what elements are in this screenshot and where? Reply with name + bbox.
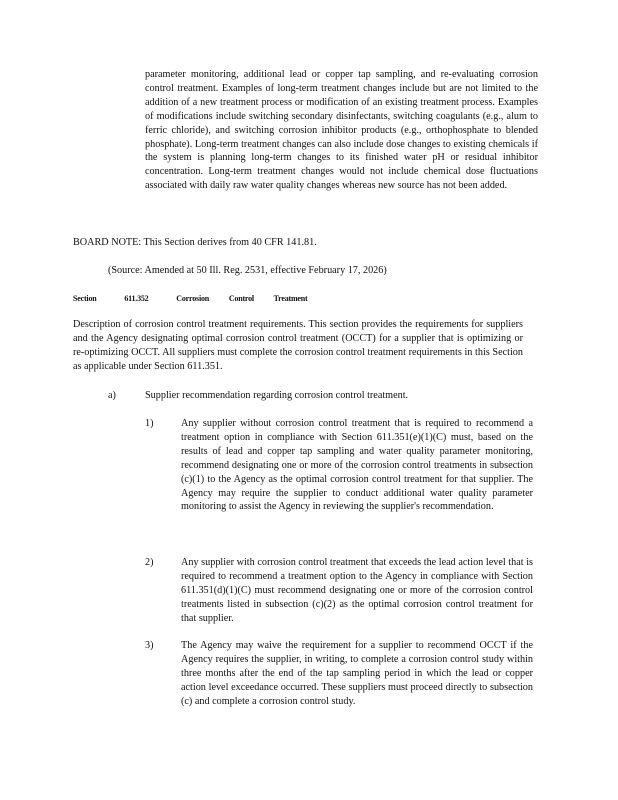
subsection-a-heading: Supplier recommendation regarding corrosion control treatment. <box>145 390 409 401</box>
item-1-text: Any supplier without corrosion control treatment that is required to recommend a treatment option in compliance with Section 611.351(e)(1)(C) must, based on the results of lead and copper tap sampling and water quality parameter monitoring, recommend designating one or more of the corrosion control treatments in subsection (c)(1) to the Agency as the optimal corrosion control treatment for that supplier. The Agency may require the supplier to conduct additional water quality parameter monitoring to assist the Agency in reviewing the supplier's recommendation. <box>181 418 533 513</box>
section-description: Description of corrosion control treatment requirements. This section provides the requirements for suppliers and the Agency designating optimal corrosion control treatment (OCCT) for a supplier that is optimizing or re-optimizing OCCT. All suppliers must complete the corrosion control treatment requirements in this Section as applicable under Section 611.351. <box>73 319 523 372</box>
section-label: Section <box>73 294 97 303</box>
section-number: 611.352 <box>124 294 149 303</box>
subsection-a-label: a) <box>108 390 116 401</box>
item-2-label: 2) <box>145 557 154 568</box>
item-1-label: 1) <box>145 418 154 429</box>
intro-paragraph: parameter monitoring, additional lead or copper tap sampling, and re-evaluating corrosion control treatment. Examples of long-term treatment changes include but are not limited to the addition of a new treatment process or modification of an existing treatment process. Examples of modifications include switching secondary disinfectants, switching coagulants (e.g., alum to ferric chloride), and switching corrosion inhibitor products (e.g., orthophosphate to blended phosphate). Long-term treatment changes can also include dose changes to existing chemicals if the system is planning long-term changes to its finished water pH or residual inhibitor concentration. Long-term treatment changes would not include chemical dose fluctuations associated with daily raw water quality changes whereas new source has not been added. <box>145 69 538 192</box>
board-note: BOARD NOTE: This Section derives from 40 CFR 141.81. <box>73 237 317 248</box>
item-2-text: Any supplier with corrosion control treatment that exceeds the lead action level that is required to recommend a treatment option to the Agency in compliance with Section 611.351(d)(1)(C) must recommend designating one or more of the corrosion control treatments listed in subsection (c)(2) as the optimal corrosion control treatment for that supplier. <box>181 557 533 624</box>
section-title: Corrosion Control Treatment <box>176 294 308 303</box>
item-3-label: 3) <box>145 640 154 651</box>
section-heading <box>73 292 307 306</box>
item-3-text: The Agency may waive the requirement for a supplier to recommend OCCT if the Agency requires the supplier, in writing, to complete a corrosion control study within three months after the end of the tap sampling period in which the lead or copper action level exceedance occurred. These suppliers must proceed directly to subsection (c) and complete a corrosion control study. <box>181 640 533 707</box>
source-note: (Source: Amended at 50 Ill. Reg. 2531, effective February 17, 2026) <box>108 265 387 276</box>
